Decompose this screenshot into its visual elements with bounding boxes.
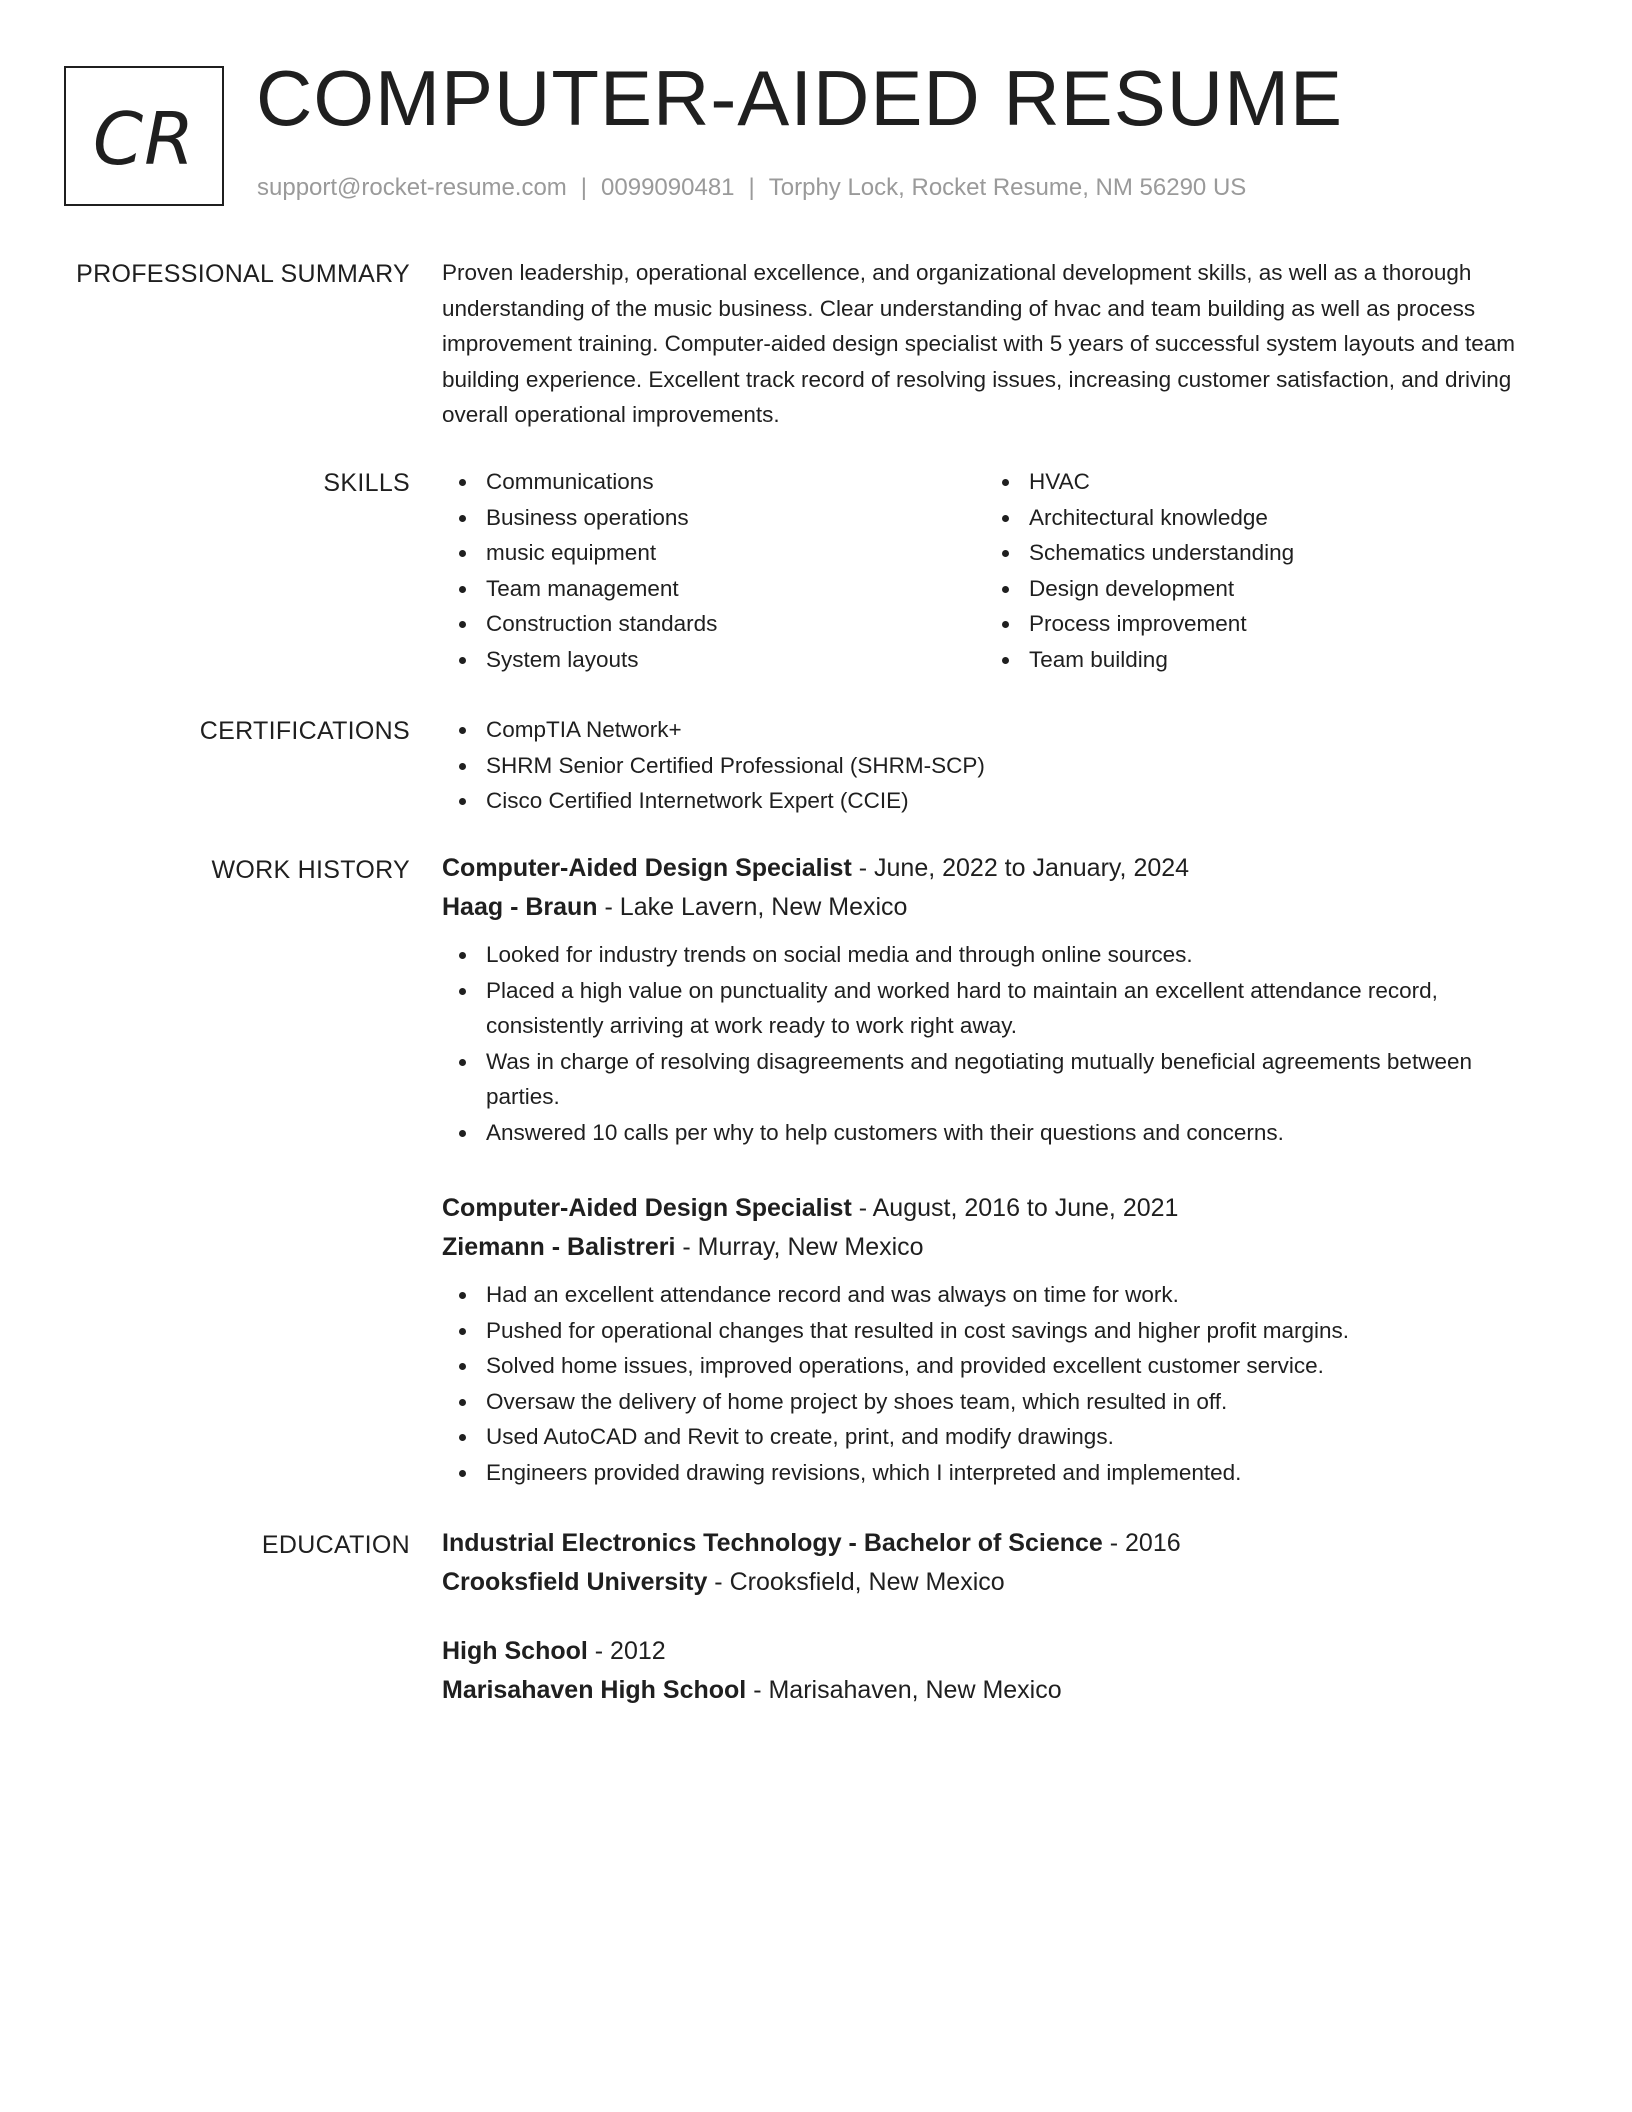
contact-separator: | xyxy=(580,174,588,201)
skill-item: Process improvement xyxy=(985,606,1525,642)
education-entry xyxy=(442,1524,1528,1602)
contact-address: Torphy Lock, Rocket Resume, NM 56290 US xyxy=(768,174,1247,201)
job-title: Computer-Aided Design Specialist xyxy=(442,854,852,882)
job-dates: - June, 2022 to January, 2024 xyxy=(851,854,1190,882)
contact-separator: | xyxy=(748,174,755,201)
education-degree-line xyxy=(442,1524,1528,1563)
job-duty-item: Was in charge of resolving disagreements and negotiating mutually beneficial agreements between parties. xyxy=(442,1044,1528,1115)
job-duties-list xyxy=(442,937,1528,1150)
summary-text: Proven leadership, operational excellence, and organizational development skills, as well as a thorough understanding of the music business. Clear understanding of hvac and team building as well as process improvement training. Computer-aided design specialist with 5 years of successful system layouts and team building experience. Excellent track record of resolving issues, increasing customer satisfaction, and driving overall operational improvements. xyxy=(442,260,1515,427)
job-company: Haag - Braun xyxy=(442,893,598,921)
education-school-line xyxy=(442,1563,1528,1602)
education-school-line xyxy=(442,1671,1528,1710)
job-entry xyxy=(442,1189,1528,1490)
job-location: - Murray, New Mexico xyxy=(675,1233,924,1261)
certifications-list xyxy=(442,712,1528,819)
education-year: - 2012 xyxy=(587,1637,666,1665)
education-entry xyxy=(442,1632,1528,1710)
job-company-line xyxy=(442,1228,1528,1267)
contact-phone[interactable]: 0099090481 xyxy=(601,174,735,201)
skill-item: Communications xyxy=(442,464,982,500)
section-heading-skills: SKILLS xyxy=(323,469,410,497)
skill-item: HVAC xyxy=(985,464,1525,500)
job-company-line xyxy=(442,888,1528,927)
certification-item: SHRM Senior Certified Professional (SHRM-SCP) xyxy=(442,748,1528,784)
skills-list-left xyxy=(442,464,982,677)
skill-item: Business operations xyxy=(442,500,982,536)
job-location: - Lake Lavern, New Mexico xyxy=(597,893,908,921)
section-heading-education: EDUCATION xyxy=(261,1531,410,1559)
skill-item: Architectural knowledge xyxy=(985,500,1525,536)
job-title: Computer-Aided Design Specialist xyxy=(442,1194,852,1222)
education-school: Marisahaven High School xyxy=(442,1676,747,1704)
resume-name: COMPUTER-AIDED RESUME xyxy=(256,54,1344,142)
section-heading-certifications: CERTIFICATIONS xyxy=(199,717,410,745)
job-duty-item: Engineers provided drawing revisions, which I interpreted and implemented. xyxy=(442,1455,1528,1491)
job-duty-item: Pushed for operational changes that resulted in cost savings and higher profit margins. xyxy=(442,1313,1528,1349)
certification-item: CompTIA Network+ xyxy=(442,712,1528,748)
education-degree-line xyxy=(442,1632,1528,1671)
skills-list-right xyxy=(985,464,1525,677)
education-location: - Marisahaven, New Mexico xyxy=(746,1676,1062,1704)
job-title-line xyxy=(442,1189,1528,1228)
education-year: - 2016 xyxy=(1102,1529,1181,1557)
skill-item: music equipment xyxy=(442,535,982,571)
job-duties-list xyxy=(442,1277,1528,1490)
education-location: - Crooksfield, New Mexico xyxy=(707,1568,1005,1596)
skill-item: Design development xyxy=(985,571,1525,607)
skill-item: Schematics understanding xyxy=(985,535,1525,571)
job-duty-item: Answered 10 calls per why to help customers with their questions and concerns. xyxy=(442,1115,1528,1151)
job-title-line xyxy=(442,849,1528,888)
skill-item: Team building xyxy=(985,642,1525,678)
skill-item: System layouts xyxy=(442,642,982,678)
contact-line xyxy=(257,174,1246,202)
section-heading-summary: PROFESSIONAL SUMMARY xyxy=(76,260,410,288)
job-dates: - August, 2016 to June, 2021 xyxy=(851,1194,1179,1222)
job-duty-item: Oversaw the delivery of home project by shoes team, which resulted in off. xyxy=(442,1384,1528,1420)
job-duty-item: Placed a high value on punctuality and worked hard to maintain an excellent attendance record, consistently arriving at work ready to work right away. xyxy=(442,973,1528,1044)
job-duty-item: Looked for industry trends on social media and through online sources. xyxy=(442,937,1528,973)
education-degree: Industrial Electronics Technology - Bachelor of Science xyxy=(442,1529,1103,1557)
job-duty-item: Had an excellent attendance record and was always on time for work. xyxy=(442,1277,1528,1313)
job-duty-item: Solved home issues, improved operations, and provided excellent customer service. xyxy=(442,1348,1528,1384)
job-entry xyxy=(442,849,1528,1150)
skill-item: Construction standards xyxy=(442,606,982,642)
job-duty-item: Used AutoCAD and Revit to create, print, and modify drawings. xyxy=(442,1419,1528,1455)
skill-item: Team management xyxy=(442,571,982,607)
certification-item: Cisco Certified Internetwork Expert (CCIE) xyxy=(442,783,1528,819)
section-heading-work-history: WORK HISTORY xyxy=(211,856,410,884)
education-school: Crooksfield University xyxy=(442,1568,708,1596)
education-degree: High School xyxy=(442,1637,588,1665)
contact-email[interactable]: support@rocket-resume.com xyxy=(257,174,567,201)
job-company: Ziemann - Balistreri xyxy=(442,1233,676,1261)
monogram-box xyxy=(64,66,224,206)
monogram-initials: CR xyxy=(92,97,196,181)
